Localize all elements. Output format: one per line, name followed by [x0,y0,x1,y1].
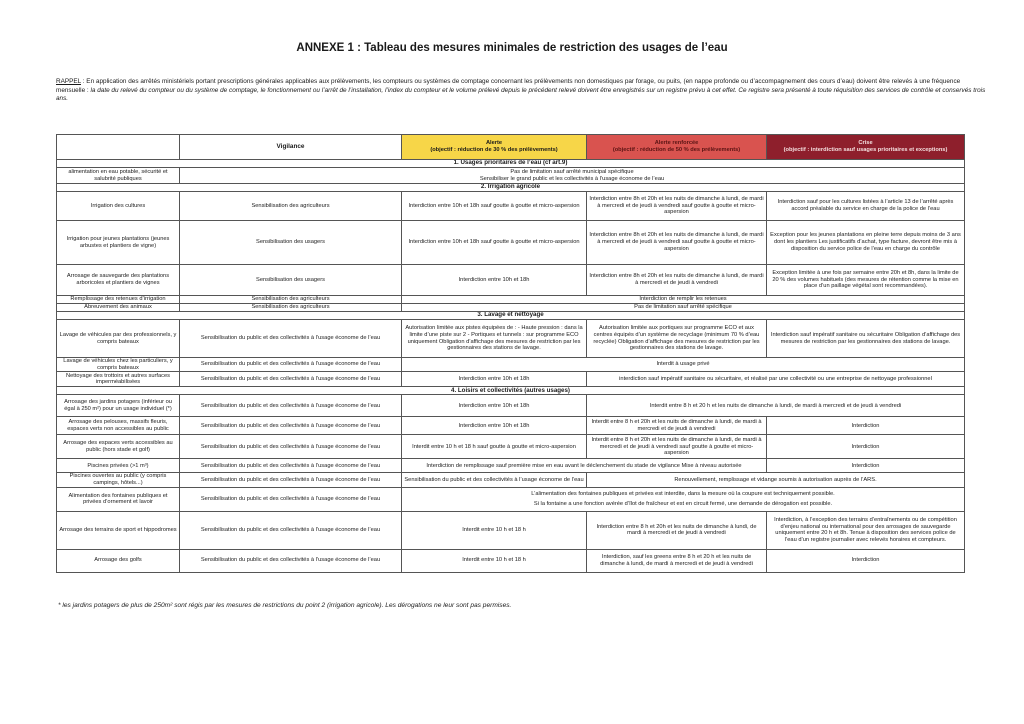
crise-measure: Interdiction, à l’exception des terrains d’entraînements ou de compétition d’enjeu national ou international pour des arrosages de sauvegarde uniquement entre 20 h et 8h. Tenue à disposition des services police de l’eau d’un registre journalier avec relevés horaires et compteurs. [767,511,965,549]
alerte-measure: Interdit entre 10 h et 18 h [402,511,587,549]
measure-line: L’alimentation des fontaines publiques et privées est interdite, dans la mesure où la coupure est techniquement possible. [531,490,835,497]
table-row [57,304,965,312]
vigilance-measure: Sensibilisation du public et des collectivités à l’usage économe de l’eau [180,511,402,549]
alerte-measure: Interdit entre 10 h et 18 h sauf goutte à goutte et micro-aspersion [402,435,587,459]
merged-measure: interdiction sauf impératif sanitaire ou sécuritaire, et réalisé par une collectivité ou une entreprise de nettoyage professionnel [587,372,965,387]
vigilance-measure: Sensibilisation des agriculteurs [180,304,402,312]
header-alerte-label: Alerte [485,140,503,147]
header-crise-label: Crise [858,140,873,147]
vigilance-measure: Sensibilisation des usagers [180,221,402,265]
alerte-measure: Interdiction entre 10h et 18h [402,265,587,296]
alerte-measure: Interdiction entre 10h et 18h sauf goutte à goutte et micro-aspersion [402,221,587,265]
header-row [57,135,965,160]
usage-label: Arrosage des pelouses, massifs fleuris, espaces verts non accessibles au public [57,417,180,435]
section-title: 2. Irrigation agricole [57,184,965,192]
crise-measure: Interdiction [767,417,965,435]
merged-measure: Interdiction de remplir les retenues [402,296,965,304]
section-title: 3. Lavage et nettoyage [57,312,965,320]
usage-label: Irrigation des cultures [57,192,180,221]
vigilance-measure: Sensibilisation des agriculteurs [180,296,402,304]
usage-label: Arrosage des golfs [57,549,180,572]
measure-line: Pas de limitation sauf arrêté municipal spécifique [510,168,634,175]
usage-label: Arrosage des jardins potagers (inférieur ou égal à 250 m²) pour un usage individuel (*) [57,395,180,417]
rappel-italic-text: la date du relevé du compteur ou du système de comptage, le fonctionnement ou l’arrêt de l’installation, l’index du compteur et le volume prélevé depuis le précédent relevé doivent être enregistrés sur un registre prévu à cet effet. Ce registre sera présenté à toute réquisition des services de contrôle et conservés trois ans. [56,86,986,103]
section-row [57,160,965,168]
renforcee-measure: Autorisation limitée aux portiques sur programme ECO et aux centres équipés d’un système de recyclage (minimum 70 % d’eau recyclée) Obligation d’affichage des mesures de restriction par les gestionnaires des stations de lavage. [587,320,767,358]
usage-label: Irrigation pour jeunes plantations (jeunes arbustes et plantiers de vigne) [57,221,180,265]
alerte-measure: Autorisation limitée aux pistes équipées de : - Haute pression : dans la limite d’une piste sur 2 - Portiques et tunnels : sur programme ECO uniquement Obligation d’affichage des mesures de restriction par les gestionnaires des stations de lavage. [402,320,587,358]
table-row [57,192,965,221]
page-title: ANNEXE 1 : Tableau des mesures minimales de restriction des usages de l’eau [296,42,728,54]
table-row [57,265,965,296]
table-row [57,459,965,473]
header-crise [767,135,965,160]
section-row [57,312,965,320]
usage-label: Piscines privées (>1 m³) [57,459,180,473]
merged-measure: Interdit entre 8 h et 20 h et les nuits de dimanche à lundi, de mardi à mercredi et de jeudi à vendredi [587,395,965,417]
header-renforcee-sub: (objectif : réduction de 50 % des prélèvements) [612,147,741,153]
usage-label: Lavage de véhicules chez les particuliers, y compris bateaux [57,358,180,372]
table-row [57,549,965,572]
rappel-text: : En application des arrêtés ministériels portant prescriptions générales applicables aux prélèvements, les compteurs ou systèmes de comptage concernant les prélèvements non domestiques par forage, ou puits, (en nappe profonde ou d’accompagnement des cours d’eau) doivent être relevés à une fréquence mensuelle : [56,78,961,94]
renforcee-measure: Interdit entre 8 h et 20h et les nuits de dimanche à lundi, de mardi à mercredi et de jeudi à vendredi [587,417,767,435]
table-row [57,473,965,487]
merged-measure: Renouvellement, remplissage et vidange soumis à autorisation auprès de l’ARS. [587,473,965,487]
section-title: 1. Usages prioritaires de l’eau (cf art.9) [57,160,965,168]
header-alerte [402,135,587,160]
merged-measure: Pas de limitation sauf arrêté spécifique [402,304,965,312]
header-crise-sub: (objectif : interdiction sauf usages prioritaires et exceptions) [783,147,948,153]
section-row [57,387,965,395]
header-alerte-sub: (objectif : réduction de 30 % des prélèvements) [430,147,558,153]
crise-measure: Interdiction [767,435,965,459]
usage-label: Lavage de véhicules par des professionnels, y compris bateaux [57,320,180,358]
renforcee-measure: Interdiction entre 8h et 20h et les nuits de dimanche à lundi, de mardi à mercredi et de jeudi à vendredi sauf goutte à goutte et micro-aspersion [587,221,767,265]
alerte-measure: Interdiction entre 10h et 18h sauf goutte à goutte et micro-aspersion [402,192,587,221]
rappel-paragraph [56,78,986,104]
vigilance-measure: Sensibilisation du public et des collectivités à l’usage économe de l’eau [180,473,402,487]
header-empty-cell [57,135,180,160]
vigilance-measure: Sensibilisation des usagers [180,265,402,296]
table-row [57,511,965,549]
usage-label: Arrosage des espaces verts accessibles au public (hors stade et golf) [57,435,180,459]
vigilance-measure: Sensibilisation du public et des collectivités à l’usage économe de l’eau [180,435,402,459]
table-row [57,221,965,265]
usage-label: alimentation en eau potable, sécurité et salubrité publiques [57,168,180,184]
table-row [57,168,965,184]
restrictions-table [56,134,965,573]
alerte-measure: Interdiction entre 10h et 18h [402,372,587,387]
table-row [57,395,965,417]
vigilance-measure: Sensibilisation du public et des collectivités à l’usage économe de l’eau [180,372,402,387]
merged-measure: Interdiction de remplissage sauf première mise en eau avant le déclenchement du stade de vigilance Mise à niveau autorisée [402,459,767,473]
measure-line: Sensibiliser le grand public et les collectivités à l’usage économe de l’eau [479,175,665,182]
usage-label: Arrosage des terrains de sport et hippodromes [57,511,180,549]
vigilance-measure: Sensibilisation du public et des collectivités à l’usage économe de l’eau [180,358,402,372]
renforcee-measure: Interdiction, sauf les greens entre 8 h et 20 h et les nuits de dimanche à lundi, de mardi à mercredi et de jeudi à vendredi [587,549,767,572]
table-row [57,320,965,358]
alerte-measure: Interdiction entre 10h et 18h [402,417,587,435]
header-vigilance: Vigilance [180,135,402,160]
crise-measure: Exception limitée à une fois par semaine entre 20h et 8h, dans la limite de 20 % des volumes habituels (des mesures de rétention comme la mise en place d’un paillage végétal sont recommandées). [767,265,965,296]
table-row [57,487,965,511]
header-renforcee-label: Alerte renforcée [654,140,699,147]
usage-label: Abreuvement des animaux [57,304,180,312]
usage-label: Remplissage des retenues d’irrigation [57,296,180,304]
alerte-measure: Sensibilisation du public et des collectivités à l’usage économe de l’eau [402,473,587,487]
vigilance-measure: Sensibilisation du public et des collectivités à l’usage économe de l’eau [180,487,402,511]
renforcee-measure: Interdit entre 8 h et 20h et les nuits de dimanche à lundi, de mardi à mercredi et de jeudi à vendredi sauf goutte à goutte et micro-aspersion [587,435,767,459]
vigilance-measure: Sensibilisation des agriculteurs [180,192,402,221]
usage-label: Piscines ouvertes au public (y compris campings, hôtels...) [57,473,180,487]
measure-line: Si la fontaine a une fonction avérée d’îlot de fraîcheur et est en circuit fermé, une demande de dérogation est possible. [533,501,833,508]
section-row [57,184,965,192]
vigilance-measure: Sensibilisation du public et des collectivités à l’usage économe de l’eau [180,549,402,572]
crise-measure: Exception pour les jeunes plantations en pleine terre depuis moins de 3 ans dont les plantiers Les justificatifs d’achat, type facture, devront être mis à disposition du service police de l’eau en charge du contrôle [767,221,965,265]
header-alerte-renforcee [587,135,767,160]
usage-label: Nettoyage des trottoirs et autres surfaces imperméabilisées [57,372,180,387]
usage-label: Alimentation des fontaines publiques et privées d’ornement et lavoir [57,487,180,511]
renforcee-measure: Interdiction entre 8h et 20h et les nuits de dimanche à lundi, de mardi à mercredi et de jeudi à vendredi [587,265,767,296]
table-row [57,417,965,435]
crise-measure: Interdiction [767,549,965,572]
vigilance-measure: Sensibilisation du public et des collectivités à l’usage économe de l’eau [180,320,402,358]
alerte-measure: Interdiction entre 10h et 18h [402,395,587,417]
crise-measure: Interdiction sauf pour les cultures listées à l’article 13 de l’arrêté après accord préalable du service en charge de la police de l’eau [767,192,965,221]
alerte-measure: Interdit entre 10 h et 18 h [402,549,587,572]
footnote: * les jardins potagers de plus de 250m² sont régis par les mesures de restrictions du point 2 (irrigation agricole). Les dérogations ne leur sont pas permises. [58,602,512,609]
renforcee-measure: Interdiction entre 8 h et 20h et les nuits de dimanche à lundi, de mardi à mercredi et de jeudi à vendredi [587,511,767,549]
crise-measure: Interdiction sauf impératif sanitaire ou sécuritaire Obligation d’affichage des mesures de restriction par les gestionnaires des stations de lavage. [767,320,965,358]
table-row [57,372,965,387]
merged-measure [402,487,965,511]
vigilance-measure: Sensibilisation du public et des collectivités à l’usage économe de l’eau [180,395,402,417]
table-row [57,358,965,372]
section-title: 4. Loisirs et collectivités (autres usages) [57,387,965,395]
rappel-label: RAPPEL [56,78,81,85]
vigilance-measure: Sensibilisation du public et des collectivités à l’usage économe de l’eau [180,459,402,473]
merged-measure [180,168,965,184]
vigilance-measure: Sensibilisation du public et des collectivités à l’usage économe de l’eau [180,417,402,435]
renforcee-measure: Interdiction entre 8h et 20h et les nuits de dimanche à lundi, de mardi à mercredi et de jeudi à vendredi sauf goutte à goutte et micro-aspersion [587,192,767,221]
usage-label: Arrosage de sauvegarde des plantations arboricoles et plantiers de vignes [57,265,180,296]
table-row [57,435,965,459]
merged-measure: Interdit à usage privé [402,358,965,372]
crise-measure: Interdiction [767,459,965,473]
table-row [57,296,965,304]
